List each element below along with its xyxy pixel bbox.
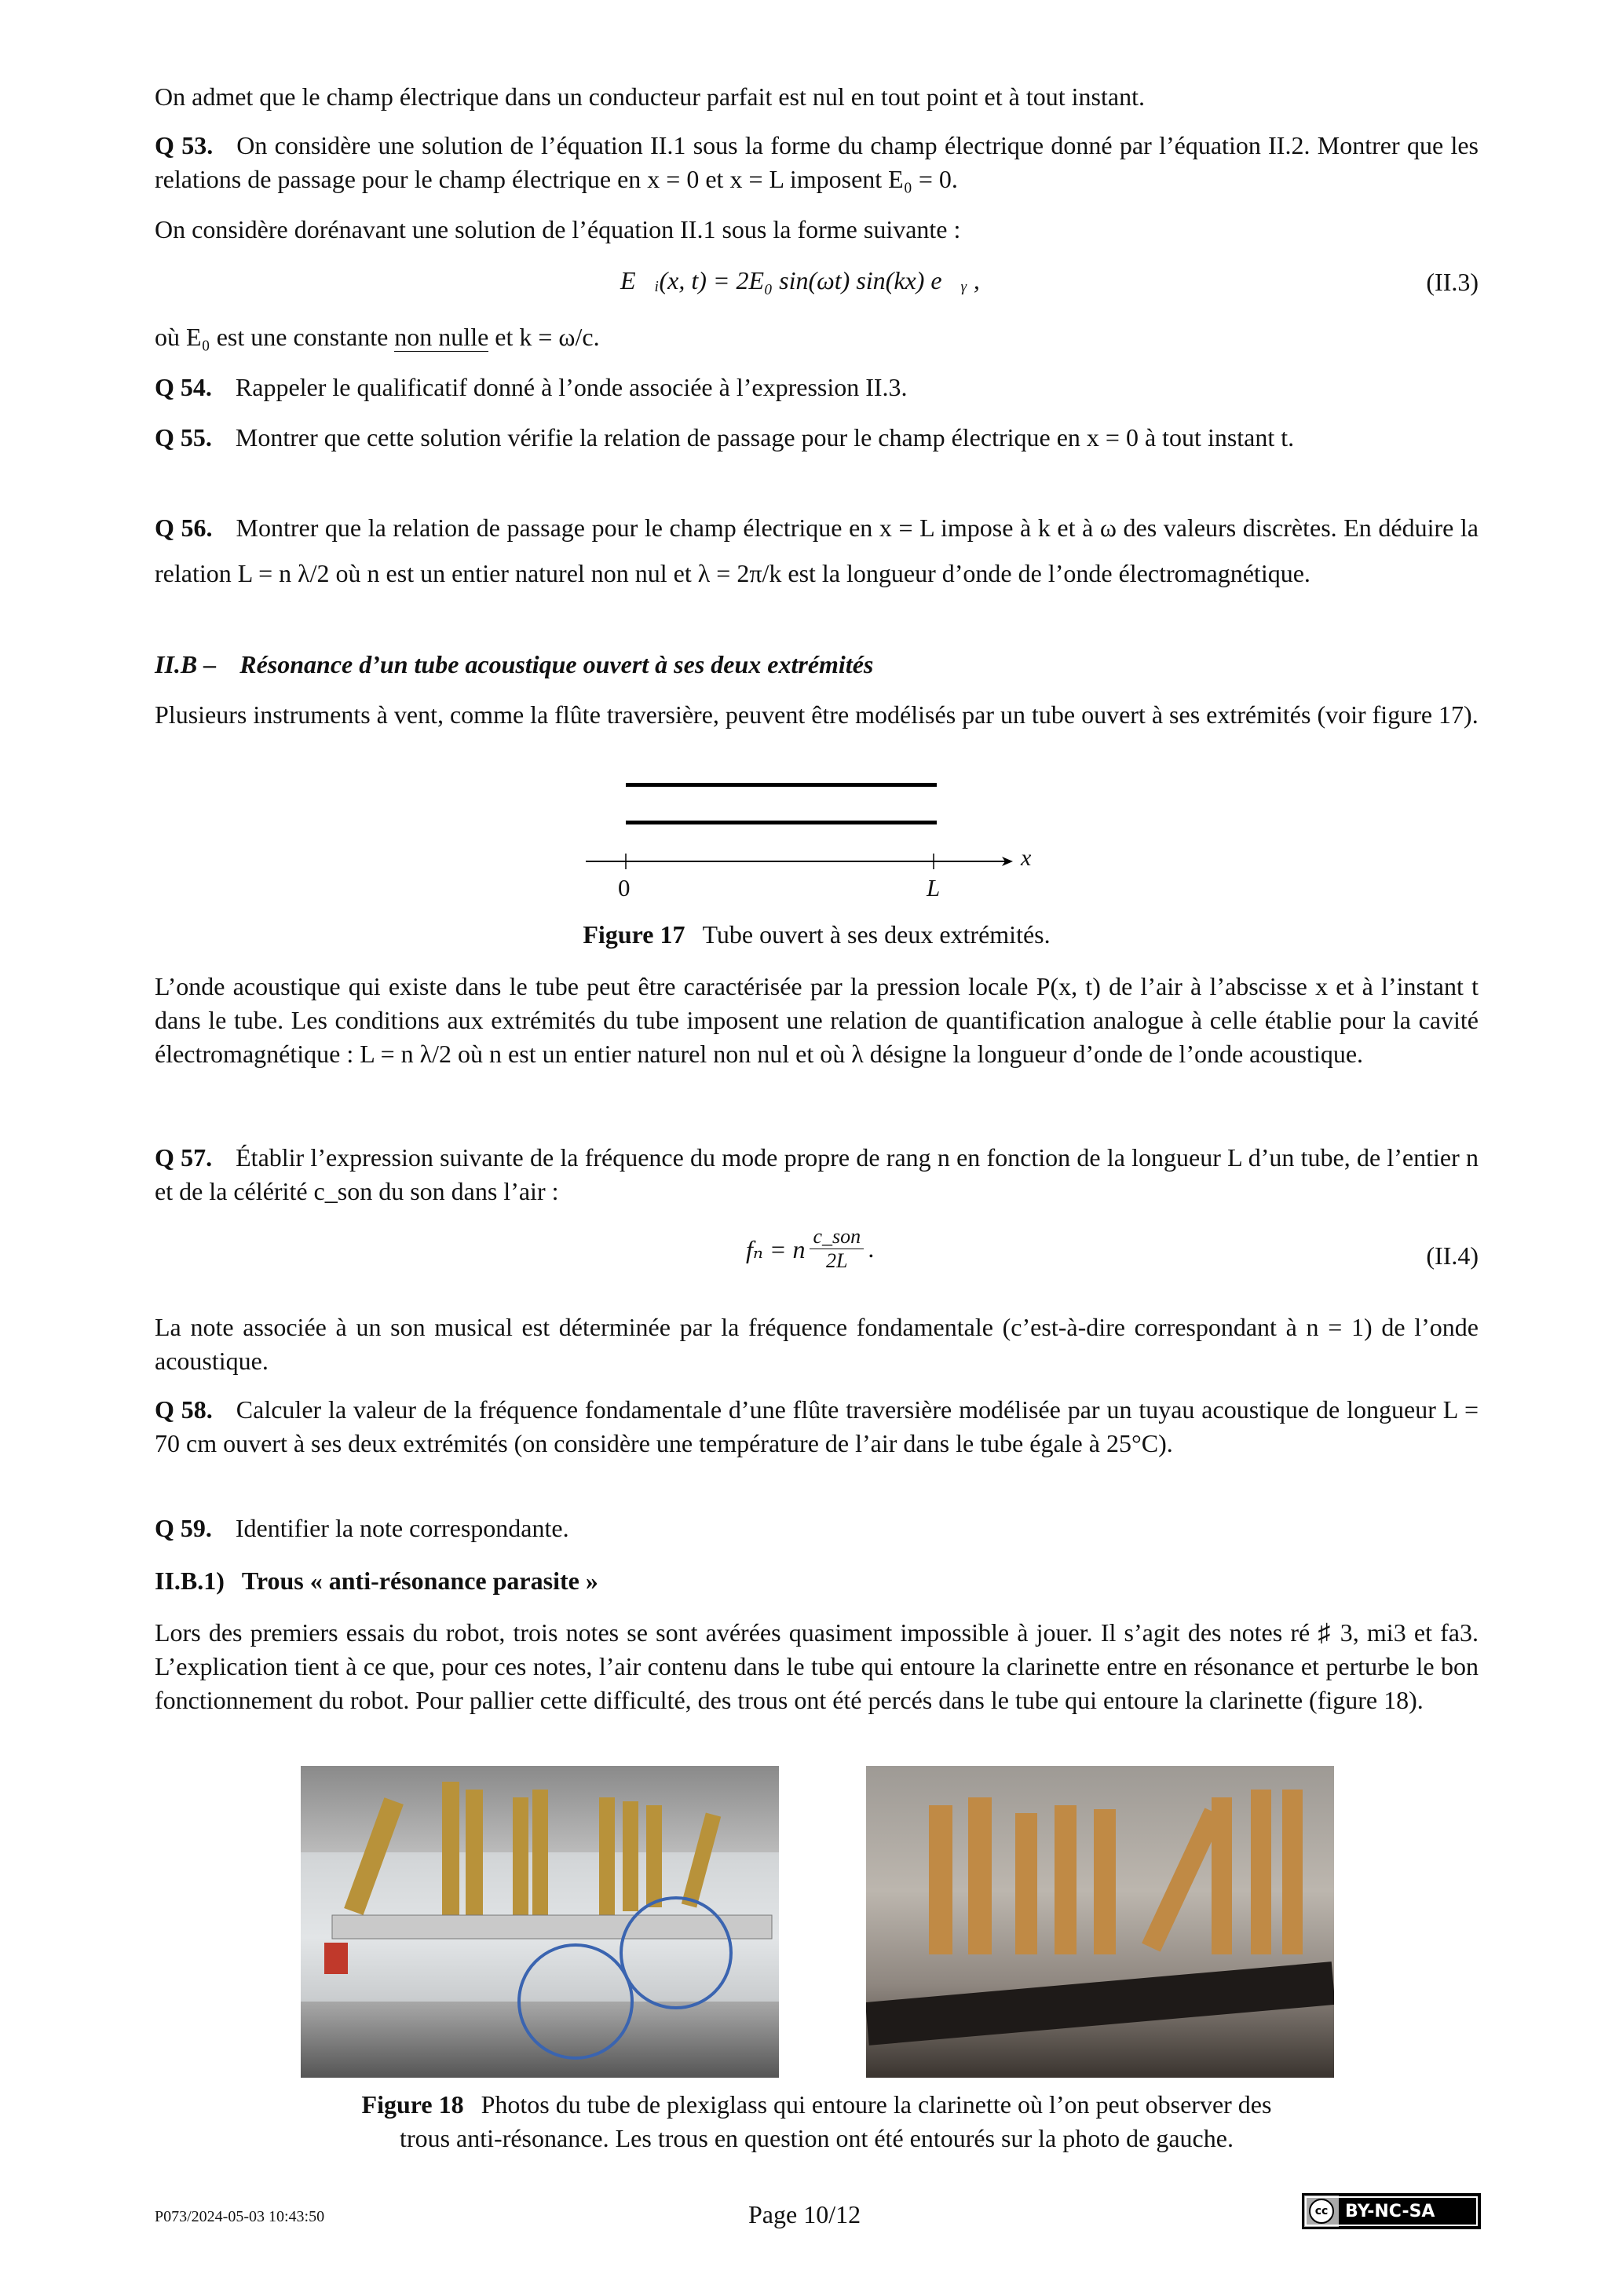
question-58 [155,1393,1479,1461]
paragraph-consider: On considère dorénavant une solution de l’équation II.1 sous la forme suivante : [155,215,961,243]
question-text: Montrer que cette solution vérifie la relation de passage pour le champ électrique en x = 0 à tout instant t. [235,423,1295,452]
section-heading-IIB1 [155,1564,1479,1598]
caption-line-2: trous anti-résonance. Les trous en question ont été entourés sur la photo de gauche. [400,2124,1234,2152]
question-55 [155,421,1479,455]
page-number: Page 10/12 [748,2200,861,2228]
question-59 [155,1512,1479,1545]
caption-text: Tube ouvert à ses deux extrémités. [702,920,1051,949]
equation-II4 [746,1225,875,1273]
figure-label: Figure 18 [361,2090,464,2119]
figure-17-caption [155,918,1479,952]
question-text: Établir l’expression suivante de la fréquence du mode propre de rang n en fonction de la longueur L d’un tube, de l’entier n et de la célérité c_son du son dans l’air : [155,1143,1479,1205]
paragraph-plusieurs: Plusieurs instruments à vent, comme la flûte traversière, peuvent être modélisés par un tube ouvert à ses extrémités (voir figure 17). [155,700,1479,729]
question-text: Identifier la note correspondante. [235,1514,569,1542]
paragraph-onde: L’onde acoustique qui existe dans le tube peut être caractérisée par la pression locale P(x, t) de l’air à l’abscisse x et à l’instant t dans le tube. Les conditions aux extrémités du tube imposent une relation de quantification analogue à celle établie pour la cavité électromagnétique : L = n λ/2 où n est un entier naturel non nul et où λ désigne la longueur d’onde de l’onde acoustique. [155,972,1479,1068]
paragraph-lors: Lors des premiers essais du robot, trois notes se sont avérées quasiment impossible à jouer. Il s’agit des notes ré ♯ 3, mi3 et fa3. L’explication tient à ce que, pour ces notes, l’air contenu dans le tube qui entoure la clarinette entre en résonance et perturbe le bon fonctionnement du robot. Pour pallier cette difficulté, des trous ont été percés dans le tube qui entoure la clarinette (figure 18). [155,1618,1479,1714]
equation-number-II4: (II.4) [1426,1241,1479,1270]
tick-label-0: 0 [618,874,631,901]
figure-18-caption [236,2088,1398,2155]
underlined-text: non nulle [394,323,489,351]
question-text: Rappeler le qualificatif donné à l’onde associée à l’expression II.3. [235,373,908,401]
section-heading-IIB [155,648,1479,682]
question-label: Q 54. [155,373,212,401]
photo-left-plexiglass-tube [301,1766,779,2078]
equation-tail: . [868,1234,875,1263]
cc-icon-label: cc [1309,2199,1334,2224]
question-text: Montrer que la relation de passage pour le champ électrique en x = L impose à k et à ω des valeurs discrètes. En déduire la relation L = n λ/2 où n est un entier naturel non nul et λ = 2π/k est la longueur d’onde de l’onde électromagnétique. [155,514,1479,587]
question-text: On considère une solution de l’équation II.1 sous la forme du champ électrique donné par l’équation II.2. Montrer que les relations de passage pour le champ électrique en x = 0 et x = L imposent E₀ = 0. [155,131,1479,193]
section-title: Résonance d’un tube acoustique ouvert à ses deux extrémités [239,650,874,678]
equation-number-II3: (II.3) [1426,268,1479,296]
photo-right-clarinet-keys [866,1766,1334,2078]
photo-right-illustration [866,1766,1334,2078]
cc-icon [1304,2195,1339,2227]
fraction-numerator: c_son [810,1225,864,1249]
section-number: II.B – [155,650,217,678]
text: où E₀ est une constante [155,323,395,351]
section-title: Trous « anti-résonance parasite » [241,1567,598,1595]
question-text: Calculer la valeur de la fréquence fondamentale d’une flûte traversière modélisée par un tuyau acoustique de longueur L = 70 cm ouvert à ses deux extrémités (on considère une température de l’air dans le tube égale à 25°C). [155,1395,1479,1457]
question-label: Q 57. [155,1143,213,1172]
tube-upper-wall [626,783,937,787]
caption-text: Photos du tube de plexiglass qui entoure la clarinette où l’on peut observer des [481,2090,1272,2119]
question-54 [155,371,1479,404]
question-label: Q 55. [155,423,212,452]
text: et k = ω/c. [488,323,600,351]
caption-line-1 [236,2088,1398,2122]
x-axis [581,848,1021,879]
section-number: II.B.1) [155,1567,225,1595]
paragraph-note: La note associée à un son musical est déterminée par la fréquence fondamentale (c’est-à-dire correspondant à n = 1) de l’onde acoustique. [155,1313,1479,1375]
equation-lhs: fₙ = n [746,1234,806,1263]
intro-paragraph: On admet que le champ électrique dans un conducteur parfait est nul en tout point et à tout instant. [155,82,1145,111]
tube-lower-wall [626,821,937,824]
question-label: Q 53. [155,131,214,159]
question-56 [155,505,1479,596]
license-text: BY-NC-SA [1345,2201,1435,2221]
axis-label-x: x [1021,845,1032,871]
paragraph-ou [155,320,1479,354]
question-label: Q 59. [155,1514,212,1542]
question-label: Q 58. [155,1395,213,1424]
question-57 [155,1141,1479,1208]
photo-left-illustration [301,1766,779,2078]
document-code: P073/2024-05-03 10:43:50 [155,2208,325,2225]
tick-label-L: L [927,874,941,901]
license-badge [1302,2193,1481,2229]
question-label: Q 56. [155,514,213,542]
fraction-denominator: 2L [826,1249,848,1272]
equation-II3: E⃗ᵢ(x, t) = 2E₀ sin(ωt) sin(kx) e⃗ᵧ , [620,266,980,294]
question-53 [155,129,1479,196]
figure-label: Figure 17 [583,920,685,949]
